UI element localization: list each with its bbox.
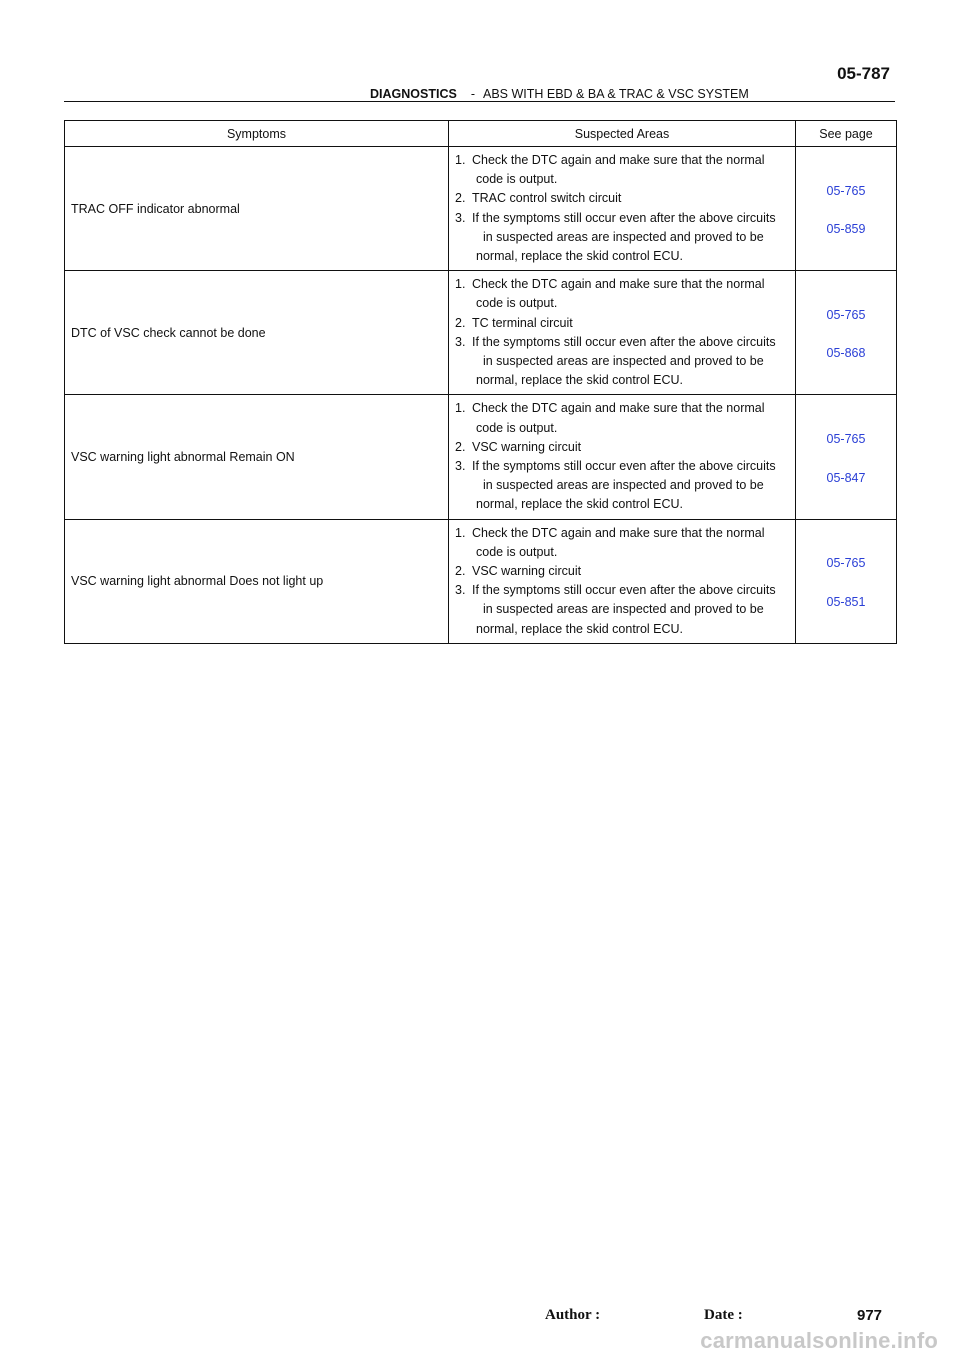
symptom-cell: VSC warning light abnormal Does not light up — [65, 519, 449, 643]
page-reference-spacer — [796, 201, 896, 220]
list-item-text — [472, 457, 787, 515]
list-item-line: Check the DTC again and make sure that the normal — [472, 525, 765, 540]
table-row — [65, 271, 897, 395]
list-item-number: 3. — [455, 334, 466, 349]
suspected-areas-cell — [449, 395, 796, 519]
page-reference-link[interactable]: 05-868 — [826, 346, 866, 361]
header-section: DIAGNOSTICS — [370, 87, 457, 101]
list-item-line: code is output. — [476, 544, 558, 559]
suspected-areas-list — [455, 151, 787, 266]
list-item — [455, 524, 787, 562]
page-reference-spacer — [796, 574, 896, 593]
watermark: carmanualsonline.info — [700, 1328, 938, 1353]
list-item-text — [472, 314, 787, 333]
list-item-line: If the symptoms still occur even after the above circuits — [472, 583, 776, 598]
suspected-areas-list — [455, 524, 787, 639]
list-item-text — [472, 275, 787, 313]
page-reference-link[interactable]: 05-859 — [826, 222, 866, 237]
table-header-row — [65, 121, 897, 147]
suspected-areas-list — [455, 399, 787, 514]
list-item — [455, 581, 787, 639]
header-rule — [64, 101, 895, 102]
list-item-text — [472, 189, 787, 208]
list-item-line: code is output. — [476, 296, 558, 311]
page-reference-link[interactable]: 05-765 — [826, 183, 866, 198]
list-item-text — [472, 438, 787, 457]
list-item-number: 3. — [455, 210, 466, 225]
page-reference-link[interactable]: 05-765 — [826, 432, 866, 447]
list-item-line: Check the DTC again and make sure that the normal — [472, 401, 765, 416]
see-page-cell — [796, 519, 897, 643]
list-item-line: Check the DTC again and make sure that the normal — [472, 153, 765, 167]
date-label: Date : — [704, 1307, 743, 1323]
list-item-line: in suspected areas are inspected and proved to be — [476, 229, 764, 244]
list-item-line: normal, replace the skid control ECU. — [476, 497, 684, 512]
symptom-cell: VSC warning light abnormal Remain ON — [65, 395, 449, 519]
list-item-line: code is output. — [476, 172, 558, 187]
list-item-number: 1. — [455, 153, 466, 167]
list-item — [455, 209, 787, 267]
list-item-line: code is output. — [476, 420, 558, 435]
list-item-number: 2. — [455, 564, 466, 579]
table-row — [65, 147, 897, 271]
list-item-number: 2. — [455, 191, 466, 206]
list-item-number: 3. — [455, 459, 466, 474]
list-item-line: TRAC control switch circuit — [472, 191, 622, 206]
list-item-text — [472, 399, 787, 437]
list-item-line: normal, replace the skid control ECU. — [476, 373, 684, 388]
page-reference-spacer — [796, 325, 896, 344]
see-page-cell — [796, 147, 897, 271]
page-reference-spacer — [796, 449, 896, 468]
header-system: ABS WITH EBD & BA & TRAC & VSC SYSTEM — [482, 87, 749, 101]
column-header-symptoms: Symptoms — [65, 121, 449, 147]
list-item-line: VSC warning circuit — [472, 564, 582, 579]
header-separator: - — [470, 87, 475, 101]
suspected-areas-list — [455, 275, 787, 390]
symptom-cell: DTC of VSC check cannot be done — [65, 271, 449, 395]
list-item-line: VSC warning circuit — [472, 439, 582, 454]
list-item-line: Check the DTC again and make sure that the normal — [472, 277, 765, 292]
list-item — [455, 275, 787, 313]
list-item-number: 2. — [455, 439, 466, 454]
list-item-line: in suspected areas are inspected and proved to be — [476, 478, 764, 493]
page-number: 05-787 — [837, 64, 890, 83]
list-item — [455, 189, 787, 208]
suspected-areas-cell — [449, 271, 796, 395]
list-item — [455, 151, 787, 189]
page-reference-link[interactable]: 05-851 — [826, 594, 866, 609]
list-item-line: If the symptoms still occur even after the above circuits — [472, 334, 776, 349]
page-reference-link[interactable]: 05-765 — [826, 308, 866, 323]
list-item-number: 1. — [455, 401, 466, 416]
list-item-line: If the symptoms still occur even after the above circuits — [472, 210, 776, 225]
column-header-suspected-areas: Suspected Areas — [449, 121, 796, 147]
list-item-number: 3. — [455, 583, 466, 598]
list-item-number: 2. — [455, 315, 466, 330]
list-item-line: normal, replace the skid control ECU. — [476, 621, 684, 636]
list-item — [455, 314, 787, 333]
list-item — [455, 438, 787, 457]
list-item-text — [472, 524, 787, 562]
suspected-areas-cell — [449, 147, 796, 271]
footer-page-number: 977 — [857, 1307, 883, 1324]
list-item — [455, 399, 787, 437]
list-item-number: 1. — [455, 525, 466, 540]
page-reference-link[interactable]: 05-847 — [826, 470, 866, 485]
column-header-see-page: See page — [796, 121, 897, 147]
page-reference-link[interactable]: 05-765 — [826, 556, 866, 571]
list-item-line: normal, replace the skid control ECU. — [476, 249, 684, 264]
symptom-cell: TRAC OFF indicator abnormal — [65, 147, 449, 271]
list-item-line: If the symptoms still occur even after the above circuits — [472, 459, 776, 474]
see-page-cell — [796, 271, 897, 395]
suspected-areas-cell — [449, 519, 796, 643]
list-item-text — [472, 209, 787, 267]
list-item-line: in suspected areas are inspected and proved to be — [476, 354, 764, 369]
table-row — [65, 395, 897, 519]
table-body — [65, 147, 897, 644]
symptom-table — [64, 120, 897, 644]
list-item-number: 1. — [455, 277, 466, 292]
author-label: Author : — [545, 1307, 601, 1323]
list-item-text — [472, 333, 787, 391]
running-header — [370, 87, 749, 101]
list-item — [455, 457, 787, 515]
list-item-text — [472, 151, 787, 189]
list-item — [455, 333, 787, 391]
see-page-cell — [796, 395, 897, 519]
list-item-text — [472, 581, 787, 639]
list-item-line: in suspected areas are inspected and proved to be — [476, 602, 764, 617]
table-row — [65, 519, 897, 643]
list-item-line: TC terminal circuit — [472, 315, 573, 330]
list-item-text — [472, 562, 787, 581]
list-item — [455, 562, 787, 581]
